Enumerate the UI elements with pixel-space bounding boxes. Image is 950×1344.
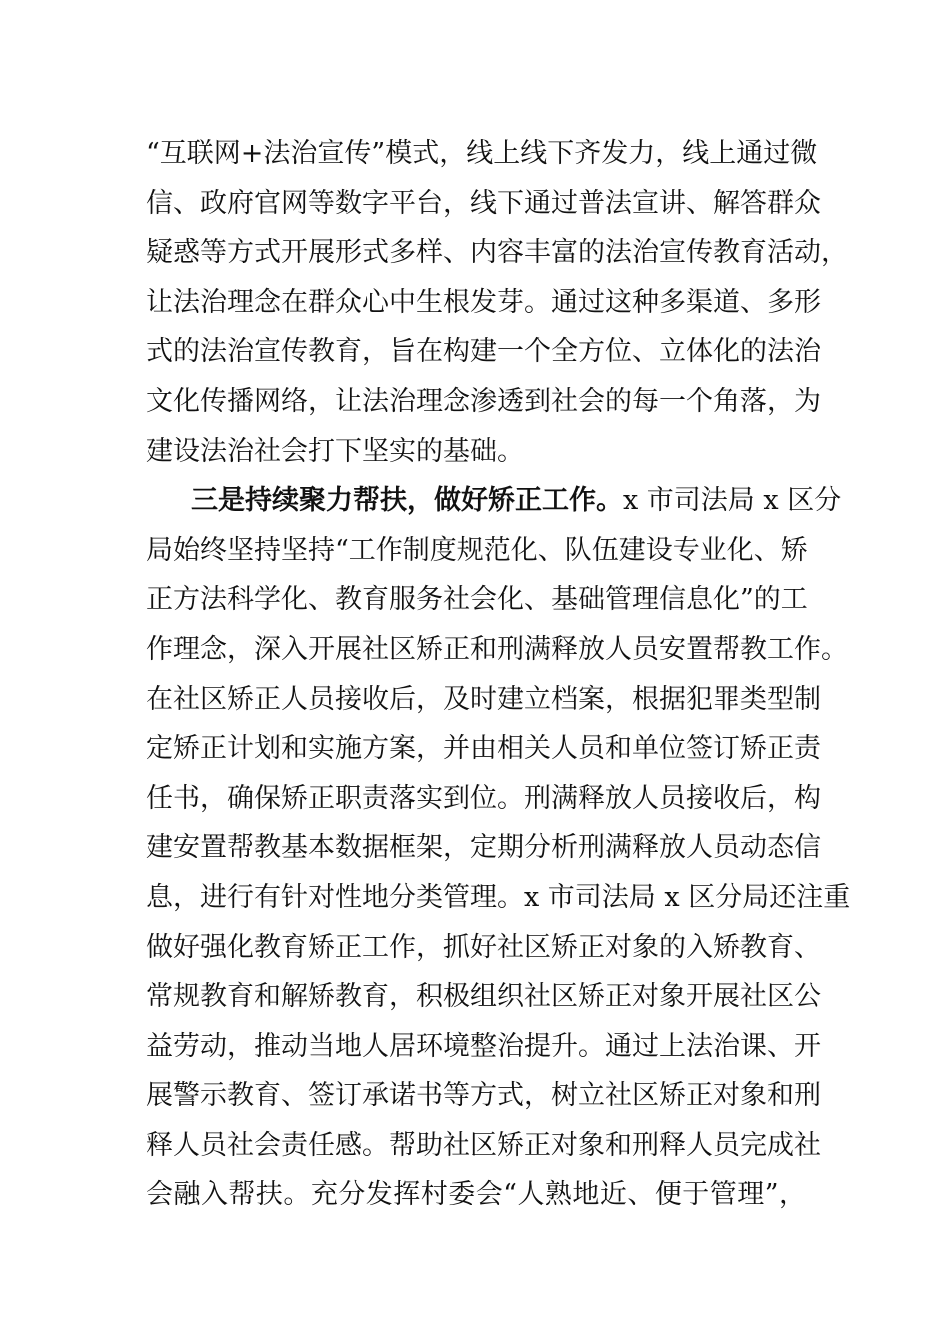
text-line-with-heading — [146, 476, 842, 526]
paragraph-heading: 三是持续聚力帮扶，做好矫正工作。 — [191, 485, 623, 517]
text-line: 作理念，深入开展社区矫正和刑满释放人员安置帮教工作。 — [146, 633, 848, 665]
text-line: 常规教育和解矫教育，积极组织社区矫正对象开展社区公 — [146, 981, 821, 1013]
text-line: 局始终坚持坚持“工作制度规范化、队伍建设专业化、矫 — [146, 534, 808, 566]
document-body — [146, 129, 851, 1220]
heading-line-rest: x 市司法局 x 区分 — [623, 485, 842, 517]
text-line: 任书，确保矫正职责落实到位。刑满释放人员接收后，构 — [146, 782, 821, 814]
text-line: 文化传播网络，让法治理念渗透到社会的每一个角落，为 — [146, 385, 821, 417]
text-line: 在社区矫正人员接收后，及时建立档案，根据犯罪类型制 — [146, 683, 821, 715]
text-line: 息，进行有针对性地分类管理。x 市司法局 x 区分局还注重 — [146, 881, 851, 913]
text-line: 定矫正计划和实施方案，并由相关人员和单位签订矫正责 — [146, 733, 821, 765]
text-line: 式的法治宣传教育，旨在构建一个全方位、立体化的法治 — [146, 336, 821, 368]
paragraph-correction-work — [146, 476, 851, 1220]
text-line: 会融入帮扶。充分发挥村委会“人熟地近、便于管理”， — [146, 1179, 806, 1211]
text-line: 建设法治社会打下坚实的基础。 — [146, 435, 524, 467]
text-line: 益劳动，推动当地人居环境整治提升。通过上法治课、开 — [146, 1030, 821, 1062]
text-line: “互联网+法治宣传”模式，线上线下齐发力，线上通过微 — [146, 138, 818, 169]
text-line: 建安置帮教基本数据框架，定期分析刑满释放人员动态信 — [146, 832, 821, 864]
text-line: 展警示教育、签订承诺书等方式，树立社区矫正对象和刑 — [146, 1080, 821, 1112]
text-line: 让法治理念在群众心中生根发芽。通过这种多渠道、多形 — [146, 286, 821, 318]
text-line: 做好强化教育矫正工作，抓好社区矫正对象的入矫教育、 — [146, 931, 821, 963]
text-line: 释人员社会责任感。帮助社区矫正对象和刑释人员完成社 — [146, 1129, 821, 1161]
text-line: 正方法科学化、教育服务社会化、基础管理信息化”的工 — [146, 584, 808, 616]
text-line: 疑惑等方式开展形式多样、内容丰富的法治宣传教育活动， — [146, 237, 848, 269]
text-line: 信、政府官网等数字平台，线下通过普法宣讲、解答群众 — [146, 187, 821, 219]
paragraph-internet-legal-publicity — [146, 129, 848, 476]
